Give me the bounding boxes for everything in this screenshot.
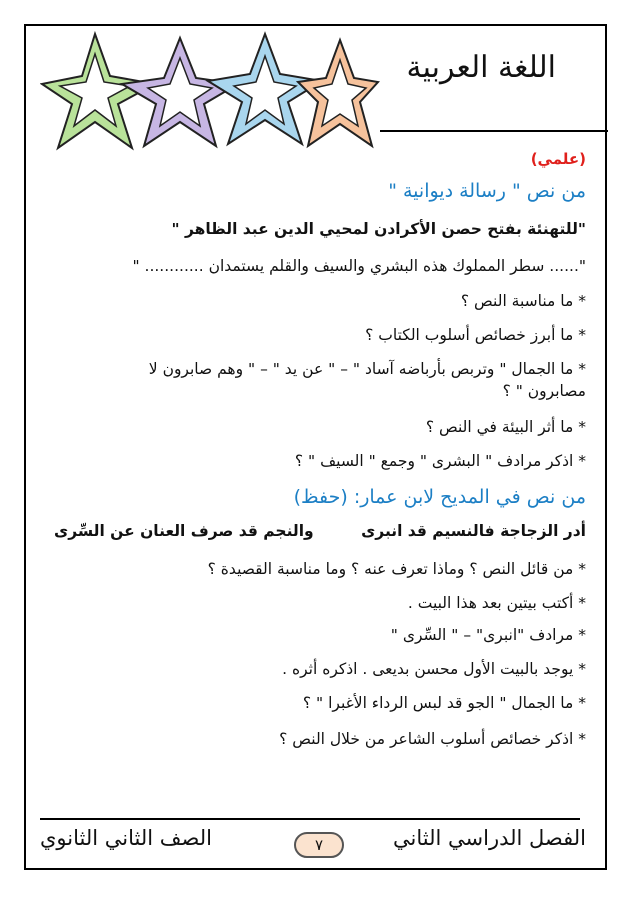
footer-term: الفصل الدراسي الثاني [393, 826, 586, 850]
text1-question: * ما مناسبة النص ؟ [460, 292, 586, 310]
star-icon-orange [298, 40, 378, 146]
verse-first-hemistich: أدر الزجاجة فالنسيم قد انبرى [361, 522, 586, 540]
text1-question: * ما الجمال " وتربص بأرباضه آساد " – " عن يد " – " وهم صابرون لا [148, 360, 586, 378]
header-rule [380, 130, 608, 132]
page-number: ٧ [294, 832, 344, 858]
text2-question: * اذكر خصائص أسلوب الشاعر من خلال النص ؟ [279, 730, 586, 748]
text1-heading: من نص " رسالة ديوانية " [388, 180, 586, 202]
text2-question: * أكتب بيتين بعد هذا البيت . [407, 594, 586, 612]
text2-question: * ما الجمال " الجو قد لبس الرداء الأغبرا " ؟ [302, 694, 586, 712]
text2-question: * من قائل النص ؟ وماذا تعرف عنه ؟ وما مناسبة القصيدة ؟ [207, 560, 586, 578]
stars-decoration [40, 26, 380, 156]
verse-second-hemistich: والنجم قد صرف العنان عن السِّرى [54, 522, 314, 540]
page-title: اللغة العربية [406, 50, 556, 85]
text1-question-continued: مصابرون " ؟ [502, 382, 586, 400]
text2-heading: من نص في المديح لابن عمار: (حفظ) [293, 486, 586, 508]
text2-question: * يوجد بالبيت الأول محسن بديعى . اذكره أثره . [282, 660, 586, 678]
section-label: (علمي) [530, 150, 586, 168]
text1-subtitle: "للتهنئة بفتح حصن الأكرادن لمحيي الدين عبد الظاهر " [171, 220, 586, 238]
star-icon-purple [122, 38, 238, 146]
text1-question: * ما أبرز خصائص أسلوب الكتاب ؟ [365, 326, 586, 344]
footer-grade: الصف الثاني الثانوي [40, 826, 212, 850]
text1-quote: "...... سطر المملوك هذه البشري والسيف والقلم يستمدان ............ " [132, 257, 586, 275]
text2-question: * مرادف "انبرى" – " السِّرى " [390, 626, 586, 644]
text1-question: * اذكر مرادف " البشرى " وجمع " السيف " ؟ [294, 452, 586, 470]
footer-rule [40, 818, 580, 820]
text1-question: * ما أثر البيئة في النص ؟ [425, 418, 586, 436]
